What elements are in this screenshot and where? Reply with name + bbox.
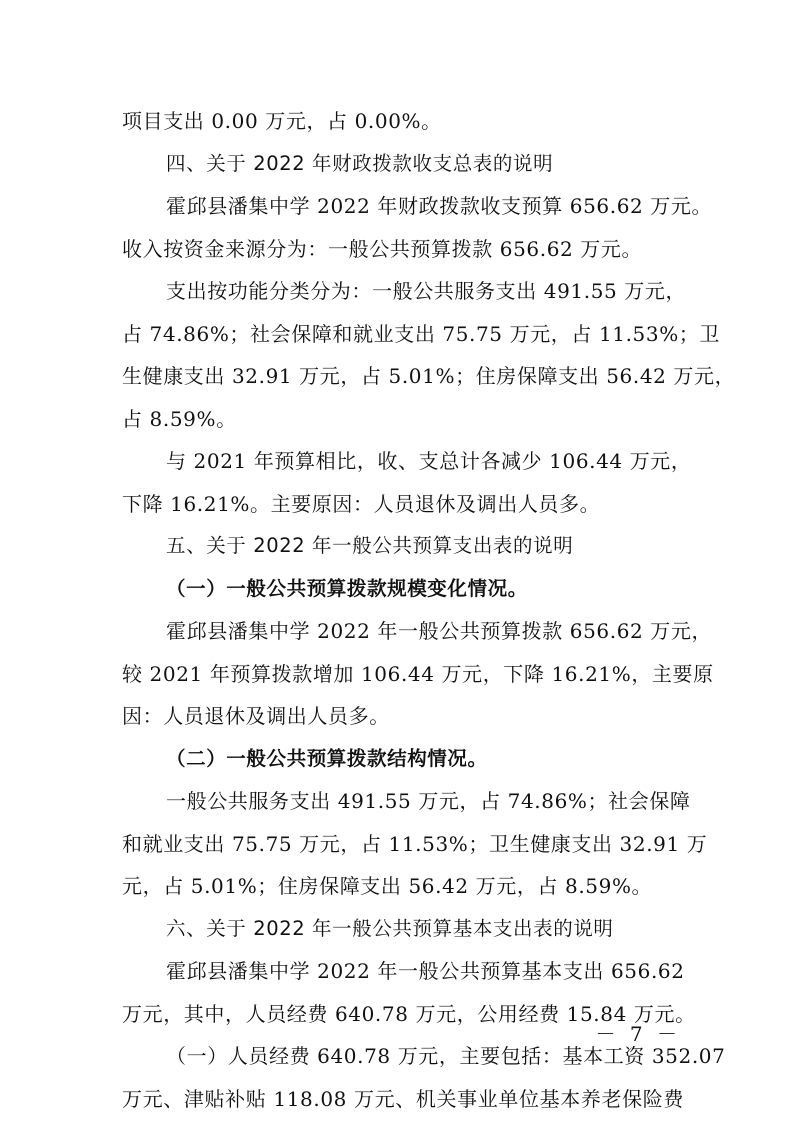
paragraph-line: 项目支出 0.00 万元，占 0.00%。 <box>122 109 442 133</box>
paragraph-line: 下降 16.21%。主要原因：人员退休及调出人员多。 <box>122 491 601 516</box>
paragraph-line: 生健康支出 32.91 万元，占 5.01%；住房保障支出 56.42 万元， <box>122 364 736 388</box>
paragraph-line: 万元、津贴补贴 118.08 万元、机关事业单位基本养老保险费 <box>122 1086 684 1111</box>
paragraph-line: 收入按资金来源分为：一般公共预算拨款 656.62 万元。 <box>122 236 643 261</box>
section-heading: 五、关于 2022 年一般公共预算支出表的说明 <box>166 534 574 557</box>
paragraph-line: 因：人员退休及调出人员多。 <box>122 704 390 728</box>
paragraph-line: 与 2021 年预算相比，收、支总计各减少 106.44 万元， <box>166 449 692 473</box>
paragraph-line: 占 8.59%。 <box>122 406 237 431</box>
section-heading: 四、关于 2022 年财政拨款收支总表的说明 <box>166 151 554 175</box>
paragraph-line: 元，占 5.01%；住房保障支出 56.42 万元，占 8.59%。 <box>122 874 653 898</box>
paragraph-line: 霍邱县潘集中学 2022 年财政拨款收支预算 656.62 万元。 <box>166 194 713 218</box>
paragraph-line: 霍邱县潘集中学 2022 年一般公共预算拨款 656.62 万元， <box>166 619 713 643</box>
paragraph-line: 万元，其中，人员经费 640.78 万元，公用经费 15.84 万元。 <box>122 1001 696 1026</box>
document-body <box>122 100 736 1120</box>
section-heading: 六、关于 2022 年一般公共预算基本支出表的说明 <box>166 916 614 940</box>
paragraph-line: 一般公共服务支出 491.55 万元，占 74.86%；社会保障 <box>166 789 691 813</box>
subsection-heading: （二）一般公共预算拨款结构情况。 <box>166 746 488 770</box>
paragraph-line: 支出按功能分类分为：一般公共服务支出 491.55 万元， <box>166 279 687 303</box>
subsection-heading: （一）一般公共预算拨款规模变化情况。 <box>166 576 528 600</box>
page-number: － 7 － <box>595 1022 681 1046</box>
paragraph-line: 占 74.86%；社会保障和就业支出 75.75 万元，占 11.53%；卫 <box>122 321 721 346</box>
paragraph-line: （一）人员经费 640.78 万元，主要包括：基本工资 352.07 <box>166 1044 726 1068</box>
paragraph-line: 和就业支出 75.75 万元，占 11.53%；卫生健康支出 32.91 万 <box>122 831 708 856</box>
paragraph-line: 霍邱县潘集中学 2022 年一般公共预算基本支出 656.62 <box>166 959 685 983</box>
paragraph-line: 较 2021 年预算拨款增加 106.44 万元，下降 16.21%，主要原 <box>122 661 714 686</box>
